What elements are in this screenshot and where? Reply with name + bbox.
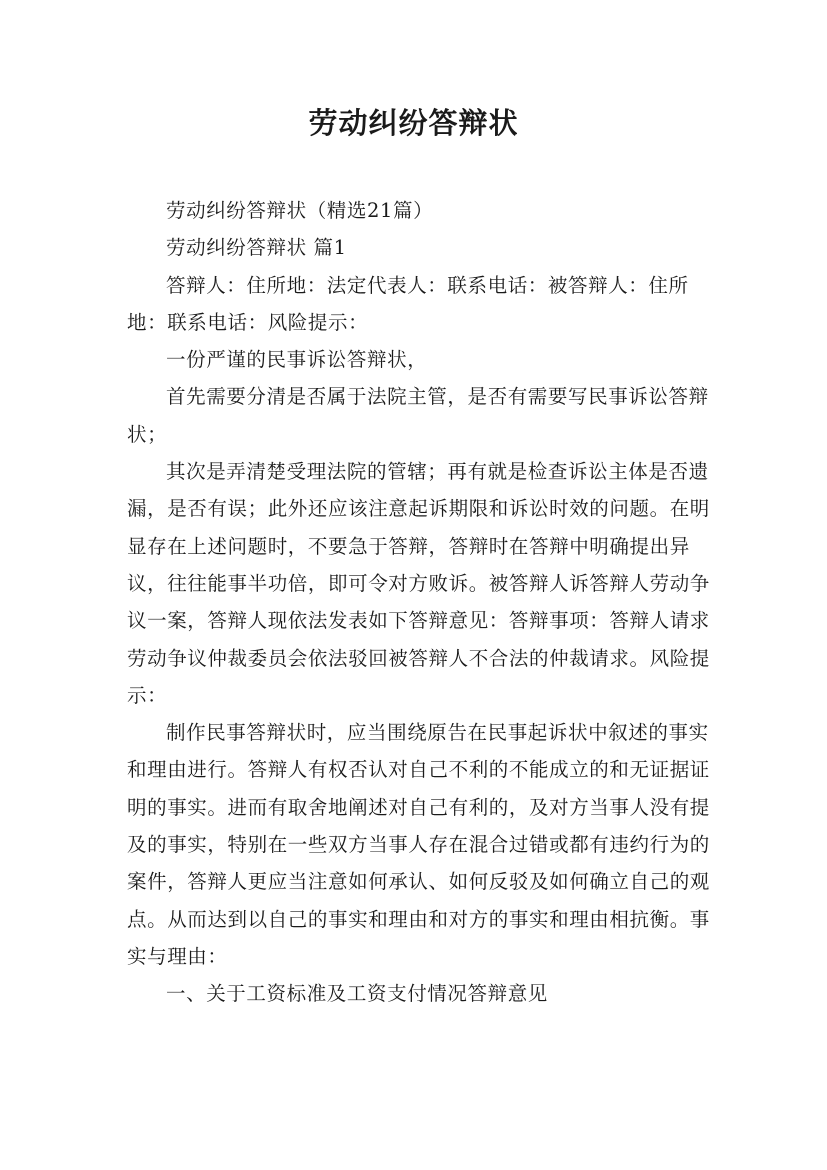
paragraph: 一份严谨的民事诉讼答辩状， [166, 348, 428, 372]
paragraph: 其次是弄清楚受理法院的管辖；再有就是检查诉讼主体是否遗漏，是否有误；此外还应该注意起诉期限和诉讼时效的问题。在明显存在上述问题时，不要急于答辩，答辩时在答辩中明确提出异议，往往能事半功倍，即可令对方败诉。被答辩人诉答辩人劳动争议一案，答辩人现依法发表如下答辩意见：答辩事项：答辩人请求劳动争议仲裁委员会依法驳回被答辩人不合法的仲裁请求。风险提示： [127, 460, 710, 707]
paragraph: 首先需要分清是否属于法院主管，是否有需要写民事诉讼答辩状； [127, 385, 709, 446]
paragraph: 制作民事答辩状时，应当围绕原告在民事起诉状中叙述的事实和理由进行。答辩人有权否认对自己不利的不能成立的和无证据证明的事实。进而有取舍地阐述对自己有利的，及对方当事人没有提及的事实，特别在一些双方当事人存在混合过错或都有违约行为的案件，答辩人更应当注意如何承认、如何反驳及如何确立自己的观点。从而达到以自己的事实和理由和对方的事实和理由相抗衡。事实与理由： [127, 721, 710, 968]
document-title: 劳动纠纷答辩状 [308, 106, 519, 140]
paragraph-heading: 一、关于工资标准及工资支付情况答辩意见 [166, 982, 548, 1006]
paragraph-section-heading: 劳动纠纷答辩状 篇1 [166, 236, 347, 260]
paragraph-subtitle: 劳动纠纷答辩状（精选21篇） [166, 199, 434, 222]
document-body [127, 192, 717, 1013]
paragraph-parties: 答辩人：住所地：法定代表人：联系电话：被答辩人：住所地：联系电话：风险提示： [127, 273, 689, 334]
